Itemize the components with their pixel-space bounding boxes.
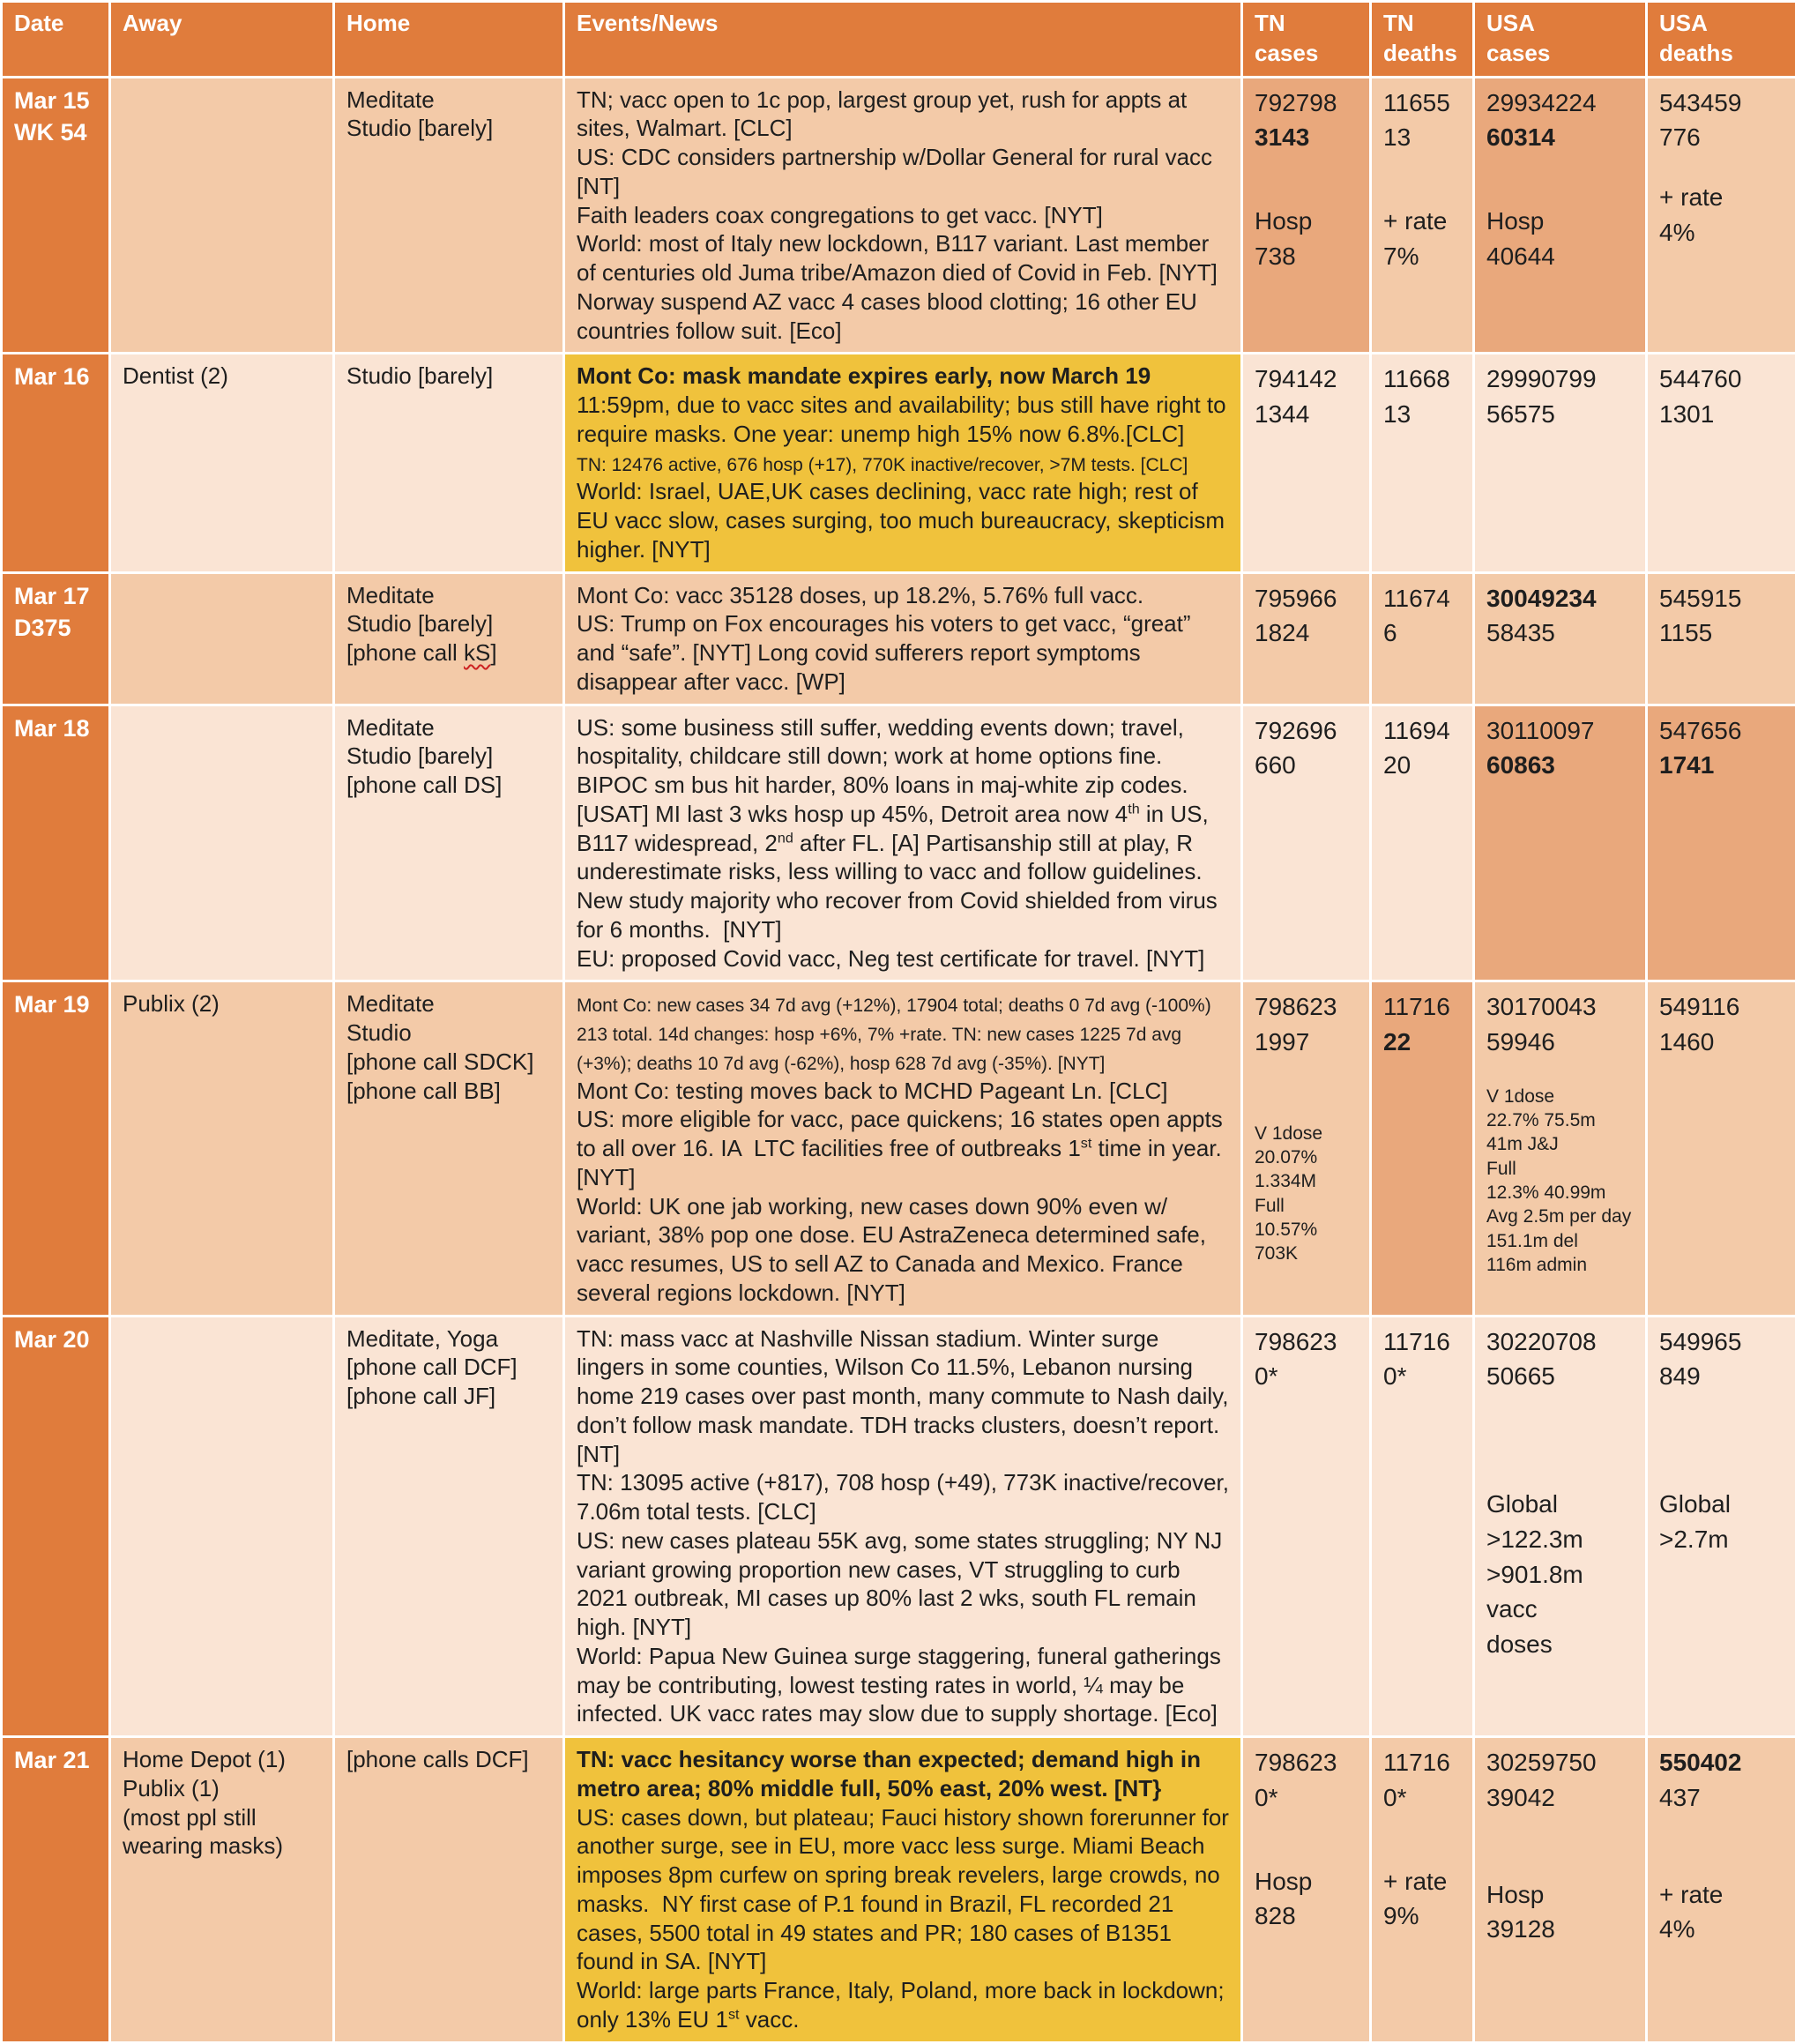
home-text xyxy=(346,86,551,115)
events-paragraph xyxy=(577,229,1229,287)
home-cell xyxy=(334,1316,564,1737)
events-paragraph xyxy=(577,1468,1229,1526)
text-run: after FL. [A] Partisanship still at play, R underestimate risks, less willing to vacc and follow guidelines. New study majority who recover from Covid shielded from virus for 6 months. [NYT] xyxy=(577,830,1224,943)
tn-cases-cell xyxy=(1242,572,1371,705)
stat-line: 29990799 xyxy=(1486,362,1634,397)
date-label: D375 xyxy=(14,613,97,645)
column-header-away xyxy=(110,2,334,78)
text-run: Mont Co: new cases 34 7d avg (+12%), 17904 total; deaths 0 7d avg (-100%) 213 total. 14d changes: hosp +6%, 7% +rate. TN: new cases 1225 7d avg (+3%); deaths 10 7d avg (-62%), hosp 628 7d avg (-35%). [NYT] xyxy=(577,996,1217,1074)
column-header-label: Away xyxy=(123,9,321,39)
stat-line: Hosp xyxy=(1486,1877,1634,1913)
stat-line: 30220708 xyxy=(1486,1324,1634,1360)
date-label: Mar 19 xyxy=(14,989,97,1021)
events-paragraph xyxy=(577,449,1229,478)
usa-deaths-cell xyxy=(1647,77,1795,354)
tn-deaths-cell xyxy=(1371,572,1474,705)
stat-line: 4% xyxy=(1659,215,1784,250)
column-header-label: Events/News xyxy=(577,9,1229,39)
text-run: Meditate xyxy=(346,582,435,608)
stat-line: 549965 xyxy=(1659,1324,1784,1360)
events-paragraph xyxy=(577,477,1229,563)
stat-line: 11716 xyxy=(1383,1324,1461,1360)
stat-line: Full xyxy=(1486,1157,1634,1181)
text-run: 11:59pm, due to vacc sites and availability; bus still have right to require masks. One year: unemp high 15% now 6.8%.[CLC] xyxy=(577,362,1233,447)
stat-line: V 1dose xyxy=(1255,1122,1358,1145)
stat-line: 39128 xyxy=(1486,1912,1634,1947)
column-header-label: USA xyxy=(1486,9,1634,39)
home-cell xyxy=(334,1737,564,2043)
text-run: Studio [barely] xyxy=(346,115,493,141)
home-text xyxy=(346,581,551,610)
stat-line: + rate xyxy=(1383,204,1461,239)
stat-line: 151.1m del xyxy=(1486,1229,1634,1253)
stat-line: 545915 xyxy=(1659,581,1784,616)
stat-line: >2.7m xyxy=(1659,1522,1784,1557)
text-run: ] xyxy=(490,639,496,666)
tn-cases-cell xyxy=(1242,1316,1371,1737)
text-run: [phone call DS] xyxy=(346,772,502,798)
home-text xyxy=(346,742,551,771)
stat-line: 1824 xyxy=(1255,615,1358,651)
stat-line: V 1dose xyxy=(1486,1085,1634,1108)
home-text xyxy=(346,1745,551,1774)
column-header-tn_deaths xyxy=(1371,2,1474,78)
text-run: (most ppl still wearing masks) xyxy=(123,1804,283,1860)
stat-line: 1.334M xyxy=(1255,1169,1358,1193)
events-paragraph xyxy=(577,287,1229,346)
home-text xyxy=(346,609,551,638)
stat-line: 6 xyxy=(1383,615,1461,651)
stat-line: 792798 xyxy=(1255,86,1358,121)
text-run: [phone call JF] xyxy=(346,1383,495,1409)
away-cell xyxy=(110,1737,334,2043)
events-cell xyxy=(564,77,1242,354)
column-header-date xyxy=(2,2,110,78)
date-cell xyxy=(2,77,110,354)
stat-line: 794142 xyxy=(1255,362,1358,397)
column-header-label: deaths xyxy=(1659,39,1784,69)
date-label: WK 54 xyxy=(14,117,97,149)
stat-line: Avg 2.5m per day xyxy=(1486,1205,1634,1228)
stat-line: 1344 xyxy=(1255,397,1358,432)
stat-line: 11655 xyxy=(1383,86,1461,121)
text-run: US: CDC considers partnership w/Dollar General for rural vacc [NT] xyxy=(577,144,1218,199)
stat-line: 9% xyxy=(1383,1899,1461,1934)
stat-line: 849 xyxy=(1659,1359,1784,1394)
usa-cases-cell xyxy=(1474,572,1647,705)
column-header-label: deaths xyxy=(1383,39,1461,69)
stat-line: 798623 xyxy=(1255,989,1358,1025)
usa-deaths-cell xyxy=(1647,981,1795,1316)
tn-cases-cell xyxy=(1242,354,1371,572)
events-paragraph xyxy=(577,1976,1229,2034)
text-run: TN; vacc open to 1c pop, largest group yet, rush for appts at sites, Walmart. [CLC] xyxy=(577,86,1194,142)
column-header-label: Date xyxy=(14,9,97,39)
table-header xyxy=(2,2,1795,78)
stat-line: 738 xyxy=(1255,239,1358,274)
stat-line: 11716 xyxy=(1383,1745,1461,1780)
usa-deaths-cell xyxy=(1647,354,1795,572)
stat-line: 11716 xyxy=(1383,989,1461,1025)
stat-line: 40644 xyxy=(1486,239,1634,274)
date-label: Mar 16 xyxy=(14,362,97,393)
text-run: st xyxy=(728,2006,740,2022)
date-label: Mar 20 xyxy=(14,1324,97,1356)
stat-line: Full xyxy=(1255,1194,1358,1218)
events-paragraph xyxy=(577,86,1229,144)
text-run: US: some business still suffer, wedding events down; travel, hospitality, childcare still down; work at home options fine. BIPOC sm bus hit harder, 80% loans in maj-white zip codes. [USAT] MI last 3 wks hosp up 45%, Detroit area now 4 xyxy=(577,714,1195,827)
stat-line: 56575 xyxy=(1486,397,1634,432)
stat-line: 543459 xyxy=(1659,86,1784,121)
text-run: Meditate, Yoga xyxy=(346,1325,498,1352)
text-run: nd xyxy=(778,830,793,846)
text-run: US: Trump on Fox encourages his voters to get vacc, “great” and “safe”. [NYT] Long covid sufferers report symptoms disappear after vacc. [WP] xyxy=(577,610,1197,695)
stat-line: 795966 xyxy=(1255,581,1358,616)
stat-line: 549116 xyxy=(1659,989,1784,1025)
stat-line: 20.07% xyxy=(1255,1145,1358,1169)
usa-deaths-cell xyxy=(1647,572,1795,705)
stat-line: 544760 xyxy=(1659,362,1784,397)
home-cell xyxy=(334,981,564,1316)
text-run: World: UK one jab working, new cases down 90% even w/ variant, 38% pop one dose. EU AstraZeneca determined safe, vacc resumes, US to sell AZ to Canada and Mexico. France several regions lockdown. [NYT] xyxy=(577,1193,1212,1306)
stat-line: 58435 xyxy=(1486,615,1634,651)
table-row-mar-20 xyxy=(2,1316,1795,1737)
stat-line: Global xyxy=(1659,1487,1784,1522)
home-cell xyxy=(334,572,564,705)
stat-line: 22.7% 75.5m xyxy=(1486,1108,1634,1132)
home-text xyxy=(346,1353,551,1382)
column-header-usa_cases xyxy=(1474,2,1647,78)
date-cell xyxy=(2,1316,110,1737)
date-label: Mar 21 xyxy=(14,1745,97,1777)
table-body xyxy=(2,77,1795,2042)
column-header-label: Home xyxy=(346,9,551,39)
stat-line: doses xyxy=(1486,1627,1634,1662)
table-row-mar-16 xyxy=(2,354,1795,572)
home-text xyxy=(346,1077,551,1106)
text-run: Studio [barely] xyxy=(346,610,493,637)
home-text xyxy=(346,771,551,800)
text-run: EU: proposed Covid vacc, Neg test certificate for travel. [NYT] xyxy=(577,945,1204,972)
usa-cases-cell xyxy=(1474,77,1647,354)
stat-line: 11674 xyxy=(1383,581,1461,616)
stat-line: 50665 xyxy=(1486,1359,1634,1394)
column-header-label: TN xyxy=(1383,9,1461,39)
home-cell xyxy=(334,77,564,354)
events-paragraph xyxy=(577,1192,1229,1308)
events-cell xyxy=(564,705,1242,981)
away-text xyxy=(123,1745,321,1774)
events-paragraph xyxy=(577,713,1229,944)
tn-deaths-cell xyxy=(1371,1737,1474,2043)
text-run: Studio [barely] xyxy=(346,362,493,389)
stat-line: 0* xyxy=(1383,1780,1461,1816)
stat-line: >122.3m xyxy=(1486,1522,1634,1557)
text-run: [phone call DCF] xyxy=(346,1354,518,1380)
stat-line: 3143 xyxy=(1255,120,1358,155)
column-header-label: cases xyxy=(1255,39,1358,69)
text-run: Mont Co: mask mandate expires early, now March 19 xyxy=(577,362,1151,389)
text-run: Meditate xyxy=(346,714,435,741)
text-run: TN: vacc hesitancy worse than expected; demand high in metro area; 80% middle full, 50% east, 20% west. [NT} xyxy=(577,1746,1207,1802)
stat-line: 30259750 xyxy=(1486,1745,1634,1780)
stat-line: 4% xyxy=(1659,1912,1784,1947)
stat-line: >901.8m vacc xyxy=(1486,1557,1634,1628)
home-text xyxy=(346,1382,551,1411)
events-paragraph xyxy=(577,581,1229,610)
text-run: Meditate xyxy=(346,990,435,1017)
text-run: st xyxy=(1081,1135,1092,1151)
events-paragraph xyxy=(577,362,1229,448)
stat-line: 59946 xyxy=(1486,1025,1634,1060)
usa-cases-cell xyxy=(1474,981,1647,1316)
text-run: [phone call xyxy=(346,639,464,666)
stat-line: 30170043 xyxy=(1486,989,1634,1025)
away-text xyxy=(123,1774,321,1803)
usa-cases-cell xyxy=(1474,354,1647,572)
tn-cases-cell xyxy=(1242,1737,1371,2043)
date-label: Mar 17 xyxy=(14,581,97,613)
stat-line: 776 xyxy=(1659,120,1784,155)
stat-line: Hosp xyxy=(1486,204,1634,239)
text-run: World: Israel, UAE,UK cases declining, vacc rate high; rest of EU vacc slow, cases surging, too much bureaucracy, skepticism higher. [NYT] xyxy=(577,478,1231,563)
usa-cases-cell xyxy=(1474,1316,1647,1737)
text-run: Mont Co: testing moves back to MCHD Pageant Ln. [CLC] xyxy=(577,1078,1168,1104)
stat-line: 547656 xyxy=(1659,713,1784,749)
stat-line: + rate xyxy=(1659,180,1784,215)
table-row-mar-18 xyxy=(2,705,1795,981)
text-run: [phone call BB] xyxy=(346,1078,501,1104)
stat-line: 0* xyxy=(1255,1359,1358,1394)
stat-line: Hosp xyxy=(1255,204,1358,239)
events-paragraph xyxy=(577,1745,1229,1803)
away-cell xyxy=(110,354,334,572)
stat-line: 39042 xyxy=(1486,1780,1634,1816)
usa-deaths-cell xyxy=(1647,1737,1795,2043)
stat-line: 1301 xyxy=(1659,397,1784,432)
stat-line: 29934224 xyxy=(1486,86,1634,121)
events-paragraph xyxy=(577,609,1229,696)
table-row-mar-17 xyxy=(2,572,1795,705)
text-run: Dentist (2) xyxy=(123,362,228,389)
tn-cases-cell xyxy=(1242,705,1371,981)
table-row-mar-21 xyxy=(2,1737,1795,2043)
events-cell xyxy=(564,354,1242,572)
tn-deaths-cell xyxy=(1371,1316,1474,1737)
tn-deaths-cell xyxy=(1371,77,1474,354)
events-cell xyxy=(564,572,1242,705)
text-run: vacc. xyxy=(740,2006,800,2033)
text-run: TN: 13095 active (+817), 708 hosp (+49), 773K inactive/recover, 7.06m total tests. [CLC] xyxy=(577,1469,1235,1525)
text-run: [phone call SDCK] xyxy=(346,1048,533,1075)
stat-line: 0* xyxy=(1383,1359,1461,1394)
tn-deaths-cell xyxy=(1371,705,1474,981)
home-text xyxy=(346,713,551,742)
stat-line: 660 xyxy=(1255,748,1358,783)
table-row-mar-19 xyxy=(2,981,1795,1316)
date-cell xyxy=(2,354,110,572)
text-run: US: new cases plateau 55K avg, some states struggling; NY NJ variant growing proportion new cases, VT struggling to curb 2021 outbreak, MI cases up 80% last 2 wks, south FL remain high. [NYT] xyxy=(577,1527,1228,1640)
column-header-events xyxy=(564,2,1242,78)
text-run: Norway suspend AZ vacc 4 cases blood clotting; 16 other EU countries follow suit. [Eco] xyxy=(577,288,1203,344)
events-cell xyxy=(564,1316,1242,1737)
stat-line: 11694 xyxy=(1383,713,1461,749)
text-run: TN: mass vacc at Nashville Nissan stadium. Winter surge lingers in some counties, Wilson Co 11.5%, Lebanon nursing home 219 cases over past month, many commute to Nash daily, don’t follow mask mandate. TDH tracks clusters, doesn’t report. [NT] xyxy=(577,1325,1235,1467)
stat-line: 11668 xyxy=(1383,362,1461,397)
stat-line: 13 xyxy=(1383,120,1461,155)
stat-line: 20 xyxy=(1383,748,1461,783)
header-row xyxy=(2,2,1795,78)
stat-line: 60314 xyxy=(1486,120,1634,155)
away-cell xyxy=(110,705,334,981)
events-paragraph xyxy=(577,143,1229,201)
usa-cases-cell xyxy=(1474,705,1647,981)
events-paragraph xyxy=(577,201,1229,230)
home-text xyxy=(346,114,551,143)
text-run: in US, B117 widespread, 2 xyxy=(577,801,1215,856)
stat-line: 30110097 xyxy=(1486,713,1634,749)
date-cell xyxy=(2,705,110,981)
text-run: TN: 12476 active, 676 hosp (+17), 770K inactive/recover, >7M tests. [CLC] xyxy=(577,455,1188,475)
text-run: kS xyxy=(464,639,490,666)
stat-line: 798623 xyxy=(1255,1745,1358,1780)
home-text xyxy=(346,362,551,391)
text-run: US: more eligible for vacc, pace quickens; 16 states open appts to all over 16. IA LTC facilities free of outbreaks 1 xyxy=(577,1106,1229,1161)
stat-line: 7% xyxy=(1383,239,1461,274)
home-text xyxy=(346,989,551,1018)
away-text xyxy=(123,1803,321,1861)
column-header-label: USA xyxy=(1659,9,1784,39)
away-text xyxy=(123,362,321,391)
stat-line: 41m J&J xyxy=(1486,1132,1634,1156)
text-run: time in year. [NYT] xyxy=(577,1135,1228,1190)
tn-cases-cell xyxy=(1242,77,1371,354)
text-run: World: most of Italy new lockdown, B117 variant. Last member of centuries old Juma tribe/Amazon died of Covid in Feb. [NYT] xyxy=(577,230,1218,286)
text-run: Publix (2) xyxy=(123,990,220,1017)
home-text xyxy=(346,1324,551,1354)
tn-deaths-cell xyxy=(1371,981,1474,1316)
text-run: Home Depot (1) xyxy=(123,1746,286,1772)
stat-line: 22 xyxy=(1383,1025,1461,1060)
stat-line: 798623 xyxy=(1255,1324,1358,1360)
away-cell xyxy=(110,981,334,1316)
text-run: [phone calls DCF] xyxy=(346,1746,529,1772)
away-cell xyxy=(110,1316,334,1737)
events-paragraph xyxy=(577,1105,1229,1191)
usa-deaths-cell xyxy=(1647,705,1795,981)
events-paragraph xyxy=(577,1803,1229,1977)
date-cell xyxy=(2,981,110,1316)
events-paragraph xyxy=(577,1642,1229,1728)
table-row-mar-15 xyxy=(2,77,1795,354)
stat-line: Hosp xyxy=(1255,1864,1358,1899)
text-run: World: Papua New Guinea surge staggering, funeral gatherings may be contributing, lowest testing rates in world, ¼ may be infected. UK vacc rates may slow due to supply shortage. [Eco] xyxy=(577,1643,1227,1727)
usa-deaths-cell xyxy=(1647,1316,1795,1737)
home-text xyxy=(346,1048,551,1077)
stat-line: + rate xyxy=(1383,1864,1461,1899)
text-run: Studio xyxy=(346,1019,412,1046)
events-paragraph xyxy=(577,944,1229,974)
text-run: Faith leaders coax congregations to get vacc. [NYT] xyxy=(577,202,1103,228)
text-run: Mont Co: vacc 35128 doses, up 18.2%, 5.76% full vacc. xyxy=(577,582,1143,608)
events-paragraph xyxy=(577,1526,1229,1642)
usa-cases-cell xyxy=(1474,1737,1647,2043)
date-cell xyxy=(2,572,110,705)
stat-line: 1997 xyxy=(1255,1025,1358,1060)
home-cell xyxy=(334,354,564,572)
stat-line: 1460 xyxy=(1659,1025,1784,1060)
text-run: Meditate xyxy=(346,86,435,113)
away-text xyxy=(123,989,321,1018)
column-header-label: TN xyxy=(1255,9,1358,39)
column-header-tn_cases xyxy=(1242,2,1371,78)
text-run: World: large parts France, Italy, Poland, more back in lockdown; only 13% EU 1 xyxy=(577,1977,1231,2033)
stat-line: 703K xyxy=(1255,1242,1358,1265)
stat-line: 550402 xyxy=(1659,1745,1784,1780)
stat-line: 828 xyxy=(1255,1899,1358,1934)
away-cell xyxy=(110,572,334,705)
stat-line: 437 xyxy=(1659,1780,1784,1816)
stat-line: + rate xyxy=(1659,1877,1784,1913)
events-cell xyxy=(564,1737,1242,2043)
column-header-usa_deaths xyxy=(1647,2,1795,78)
text-run: US: cases down, but plateau; Fauci history shown forerunner for another surge, see in EU, more vacc less surge. Miami Beach imposes 8pm curfew on spring break revelers, large crowds, no masks. NY first case of P.1 found in Brazil, FL recorded 21 cases, 5500 total in 49 states and PR; 180 cases of B1351 found in SA. [NYT] xyxy=(577,1804,1235,1975)
tn-cases-cell xyxy=(1242,981,1371,1316)
stat-line: 10.57% xyxy=(1255,1218,1358,1242)
stat-line: 116m admin xyxy=(1486,1253,1634,1277)
events-cell xyxy=(564,981,1242,1316)
stat-line: 0* xyxy=(1255,1780,1358,1816)
stat-line: Global xyxy=(1486,1487,1634,1522)
events-paragraph xyxy=(577,989,1229,1076)
stat-line: 12.3% 40.99m xyxy=(1486,1181,1634,1205)
stat-line: 30049234 xyxy=(1486,581,1634,616)
text-run: Publix (1) xyxy=(123,1775,220,1802)
text-run: Studio [barely] xyxy=(346,742,493,769)
date-cell xyxy=(2,1737,110,2043)
tn-deaths-cell xyxy=(1371,354,1474,572)
away-cell xyxy=(110,77,334,354)
date-label: Mar 18 xyxy=(14,713,97,745)
text-run: th xyxy=(1128,801,1139,817)
stat-line: 60863 xyxy=(1486,748,1634,783)
stat-line: 1741 xyxy=(1659,748,1784,783)
events-paragraph xyxy=(577,1077,1229,1106)
events-paragraph xyxy=(577,1324,1229,1469)
date-label: Mar 15 xyxy=(14,86,97,117)
home-cell xyxy=(334,705,564,981)
home-text xyxy=(346,1018,551,1048)
stat-line: 13 xyxy=(1383,397,1461,432)
column-header-label: cases xyxy=(1486,39,1634,69)
column-header-home xyxy=(334,2,564,78)
stat-line: 792696 xyxy=(1255,713,1358,749)
stat-line: 1155 xyxy=(1659,615,1784,651)
home-text xyxy=(346,638,551,668)
